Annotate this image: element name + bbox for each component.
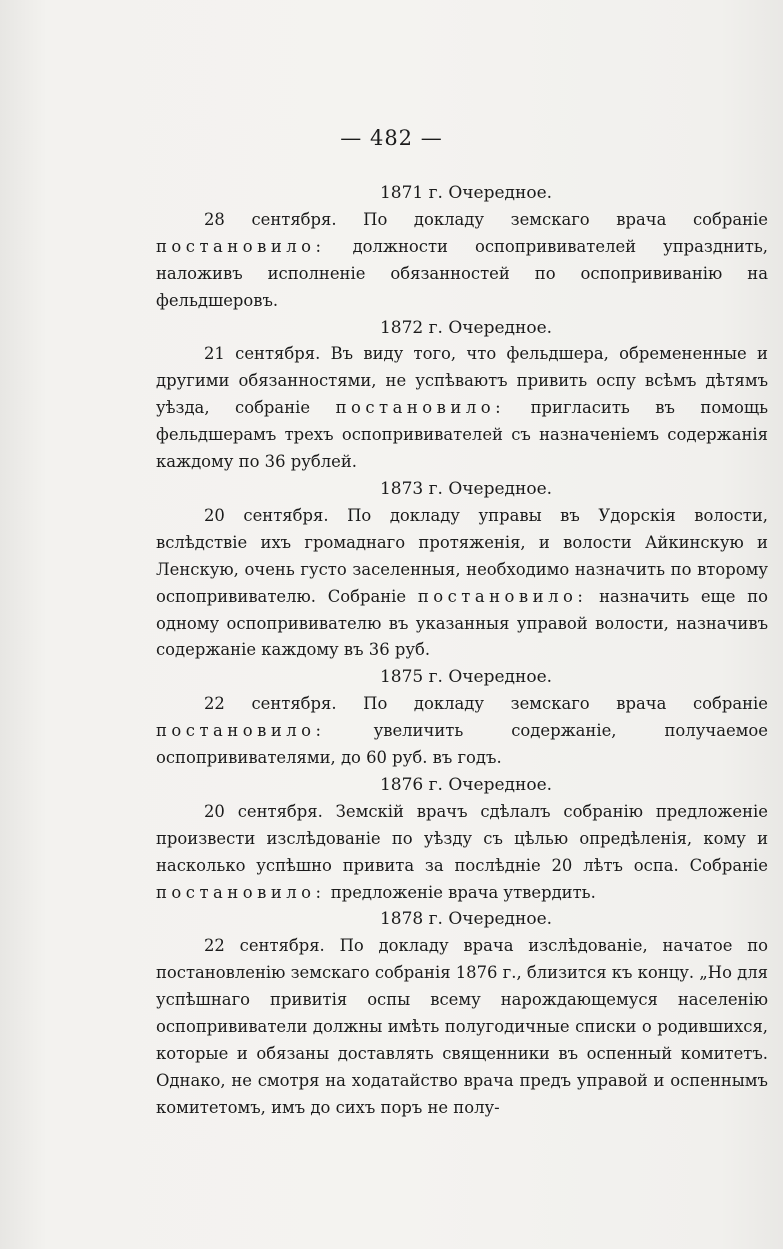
entry-paragraph-1878 <box>156 933 768 1121</box>
entry-keyword: постановило: <box>417 586 588 606</box>
entry-text-post: назначить еще по одному оспопрививателю въ указанныя управой волости, назначивъ содержаніе каждому въ 36 руб. <box>156 586 768 660</box>
entry-paragraph-1876 <box>156 799 768 907</box>
entry-date: 22 сентября. <box>204 936 325 956</box>
entry-text-post: должности оспопрививателей упразднить, наложивъ исполненіе обязанностей по оспопрививанію на фельдшеровъ. <box>156 236 769 310</box>
entry-date: 20 сентября. <box>204 801 323 821</box>
entry-date: 20 сентября. <box>204 505 329 525</box>
entry-text-pre: По докладу земскаго врача собраніе <box>363 694 768 714</box>
entry-heading-1873: 1873 г. Очередное. <box>379 478 553 499</box>
entry-heading-1878: 1878 г. Очередное. <box>379 909 553 930</box>
entry-heading-1875: 1875 г. Очередное. <box>379 667 553 688</box>
entry-paragraph-1872 <box>156 341 768 476</box>
entry-keyword: постановило: <box>156 236 326 256</box>
entry-text-pre: По докладу управы въ Удорскія волости, вслѣдствіе ихъ громаднаго протяженія, и волости Айкинскую и Ленскую, очень густо заселенныя, необходимо назначить по второму оспопрививателю. Собраніе <box>156 505 768 606</box>
entry-text-pre: По докладу земскаго врача собраніе <box>363 209 768 229</box>
entry-keyword: постановило: <box>156 721 326 741</box>
entry-keyword: постановило: <box>156 882 326 902</box>
entry-text-post: пригласить въ помощь фельдшерамъ трехъ оспопрививателей съ назначеніемъ содержанія каждому по 36 рублей. <box>156 398 768 472</box>
entry-paragraph-1873 <box>156 503 768 664</box>
entry-keyword: постановило: <box>335 398 506 418</box>
text-body <box>156 180 768 1122</box>
entry-text-pre: Въ виду того, что фельдшера, обремененные и другими обязанностями, не успѣваютъ привить оспу всѣмъ дѣтямъ уѣзда, собраніе <box>156 344 768 418</box>
entry-paragraph-1871 <box>156 207 768 315</box>
entry-date: 22 сентября. <box>204 694 337 714</box>
entry-text-post: предложеніе врача утвердить. <box>330 882 596 902</box>
entry-paragraph-1875 <box>156 691 768 772</box>
entry-heading-1876: 1876 г. Очередное. <box>379 774 553 795</box>
entry-date: 28 сентября. <box>204 209 337 229</box>
entry-text-post: увеличить содержаніе, получаемое оспопрививателями, до 60 руб. въ годъ. <box>156 721 768 768</box>
entry-date: 21 сентября. <box>204 344 321 364</box>
entry-text-pre: По докладу врача изслѣдованіе, начатое по постановленію земскаго собранія 1876 г., близится къ концу. „Но для успѣшнаго привитія оспы всему нарождающемуся населенію оспопрививатели должны имѣть полугодичные списки о родившихся, которые и обязаны доставлять священники въ оспенный комитетъ. Однако, не смотря на ходатайство врача предъ управой и оспеннымъ комитетомъ, имъ до сихъ поръ не полу- <box>156 936 768 1117</box>
entry-text-pre: Земскій врачъ сдѣлалъ собранію предложеніе произвести изслѣдованіе по уѣзду съ цѣлью опредѣленія, кому и насколько успѣшно привита за послѣдніе 20 лѣтъ оспа. Собраніе <box>156 801 768 875</box>
entry-heading-1872: 1872 г. Очередное. <box>379 317 553 338</box>
entry-heading-1871: 1871 г. Очередное. <box>379 183 553 203</box>
page-number: — 482 — <box>340 126 443 150</box>
